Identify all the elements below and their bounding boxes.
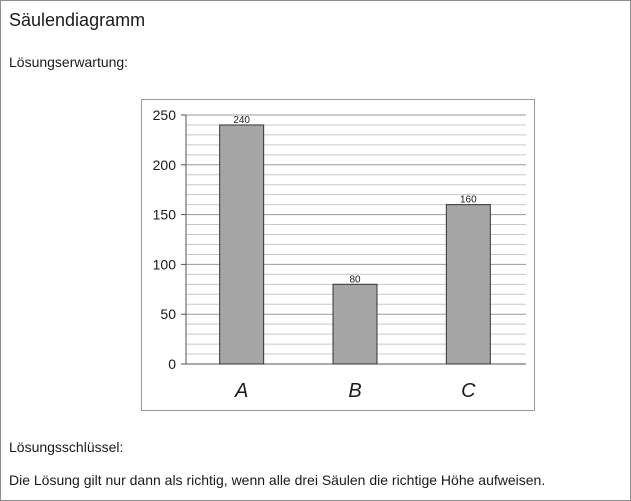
x-tick-label: A	[234, 380, 249, 402]
expectation-label: Lösungserwartung:	[9, 54, 129, 70]
x-tick-label: B	[348, 380, 362, 402]
bar-chart	[141, 99, 535, 411]
x-tick-label: C	[461, 380, 476, 402]
y-tick-label: 200	[152, 156, 176, 173]
y-tick-label: 150	[152, 206, 176, 223]
y-tick-label: 0	[168, 356, 176, 372]
key-label: Lösungsschlüssel:	[9, 439, 124, 455]
bar-a	[220, 125, 264, 364]
y-tick-label: 100	[152, 256, 176, 273]
page-title: Säulendiagramm	[9, 10, 146, 30]
data-label: 80	[349, 274, 361, 286]
bar-chart-svg	[142, 100, 534, 410]
data-label: 240	[233, 114, 251, 126]
y-tick-label: 50	[160, 306, 176, 323]
bar-b	[333, 284, 377, 364]
key-text: Die Lösung gilt nur dann als richtig, wenn alle drei Säulen die richtige Höhe aufweisen.	[9, 472, 546, 488]
bar-c	[446, 205, 490, 364]
y-tick-label: 250	[152, 107, 176, 123]
data-label: 160	[459, 194, 477, 206]
